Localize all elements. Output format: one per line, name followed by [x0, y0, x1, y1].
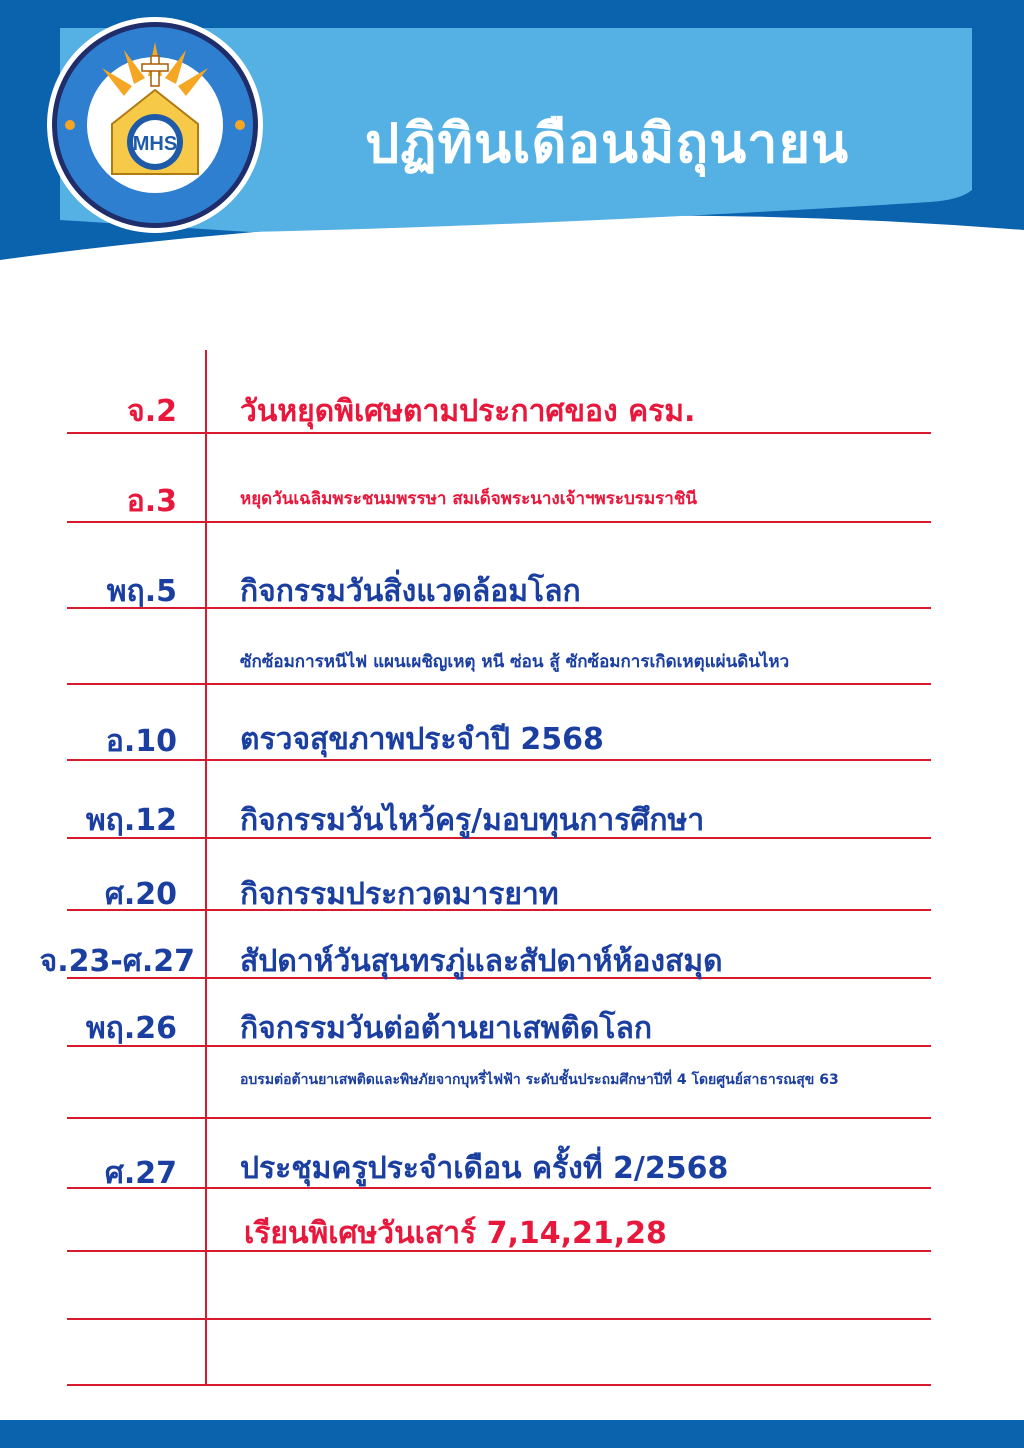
schedule-day: ศ.20 [104, 877, 177, 912]
schedule-day: ศ.27 [104, 1156, 177, 1191]
schedule-day: พฤ.26 [85, 1011, 177, 1046]
page-title: ปฏิทินเดือนมิถุนายน [365, 112, 849, 175]
schedule-event: เรียนพิเศษวันเสาร์ 7,14,21,28 [244, 1216, 667, 1251]
schedule-event: วันหยุดพิเศษตามประกาศของ ครม. [240, 394, 696, 429]
schedule-event: กิจกรรมวันสิ่งแวดล้อมโลก [240, 574, 581, 609]
schedule-day: พฤ.12 [85, 803, 177, 838]
schedule-event: สัปดาห์วันสุนทรภู่และสัปดาห์ห้องสมุด [240, 944, 723, 979]
schedule-event: กิจกรรมประกวดมารยาท [240, 877, 559, 912]
schedule-day: อ.10 [105, 724, 177, 759]
schedule-day: อ.3 [126, 484, 177, 519]
table-rule [67, 521, 931, 523]
schedule-event: กิจกรรมวันไหว้ครู/มอบทุนการศึกษา [240, 803, 705, 838]
table-rule [67, 1384, 931, 1386]
schedule-day: พฤ.5 [106, 574, 177, 609]
schedule-event: ตรวจสุขภาพประจำปี 2568 [240, 722, 604, 757]
schedule-day: จ.2 [127, 394, 177, 429]
schedule-day: จ.23-ศ.27 [39, 944, 195, 979]
schedule-event: อบรมต่อต้านยาเสพติดและพิษภัยจากบุหรี่ไฟฟ้า ระดับชั้นประถมศึกษาปีที่ 4 โดยศูนย์สาธารณสุข 63 [240, 1072, 839, 1088]
table-column-divider [205, 350, 207, 1386]
schedule-event: ประชุมครูประจำเดือน ครั้งที่ 2/2568 [240, 1151, 729, 1186]
svg-text:MHS: MHS [132, 133, 178, 155]
table-rule [67, 683, 931, 685]
footer-bar [0, 1420, 1024, 1448]
table-rule [67, 1117, 931, 1119]
schedule-event: ซักซ้อมการหนีไฟ แผนเผชิญเหตุ หนี ซ่อน สู้ ซักซ้อมการเกิดเหตุแผ่นดินไหว [240, 652, 790, 672]
schedule-event: กิจกรรมวันต่อต้านยาเสพติดโลก [240, 1011, 652, 1046]
table-rule [67, 1318, 931, 1320]
school-seal-logo [44, 14, 266, 236]
schedule-event: หยุดวันเฉลิมพระชนมพรรษา สมเด็จพระนางเจ้าฯพระบรมราชินี [240, 489, 697, 509]
